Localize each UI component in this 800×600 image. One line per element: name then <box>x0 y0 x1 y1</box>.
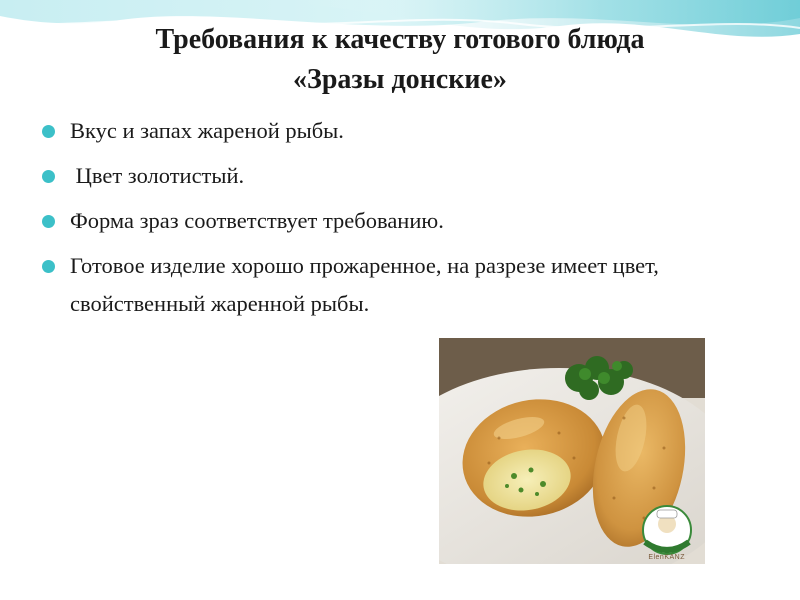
title-line-2: «Зразы донские» <box>293 64 507 95</box>
title-line-1: Требования к качеству готового блюда <box>155 24 645 55</box>
dish-photo <box>439 338 705 564</box>
list-item <box>40 202 760 240</box>
list-item-text: Готовое изделие хорошо прожаренное, на разрезе имеет цвет, свойственный жаренной рыбы. <box>70 253 665 316</box>
list-item <box>40 157 760 195</box>
page-title <box>60 20 740 100</box>
list-item-text: Цвет золотистый. <box>70 163 245 188</box>
list-item-text: Форма зраз соответствует требованию. <box>70 208 444 233</box>
bullet-dot-icon <box>42 260 55 273</box>
bullet-dot-icon <box>42 215 55 228</box>
fried-fish-zrazy-photo-icon <box>439 338 705 564</box>
bullet-dot-icon <box>42 125 55 138</box>
list-item <box>40 247 760 323</box>
photo-watermark: ElenKANZ <box>648 554 685 561</box>
list-item-text: Вкус и запах жареной рыбы. <box>70 118 344 143</box>
list-item <box>40 112 760 150</box>
requirements-list <box>40 112 760 330</box>
bullet-dot-icon <box>42 170 55 183</box>
